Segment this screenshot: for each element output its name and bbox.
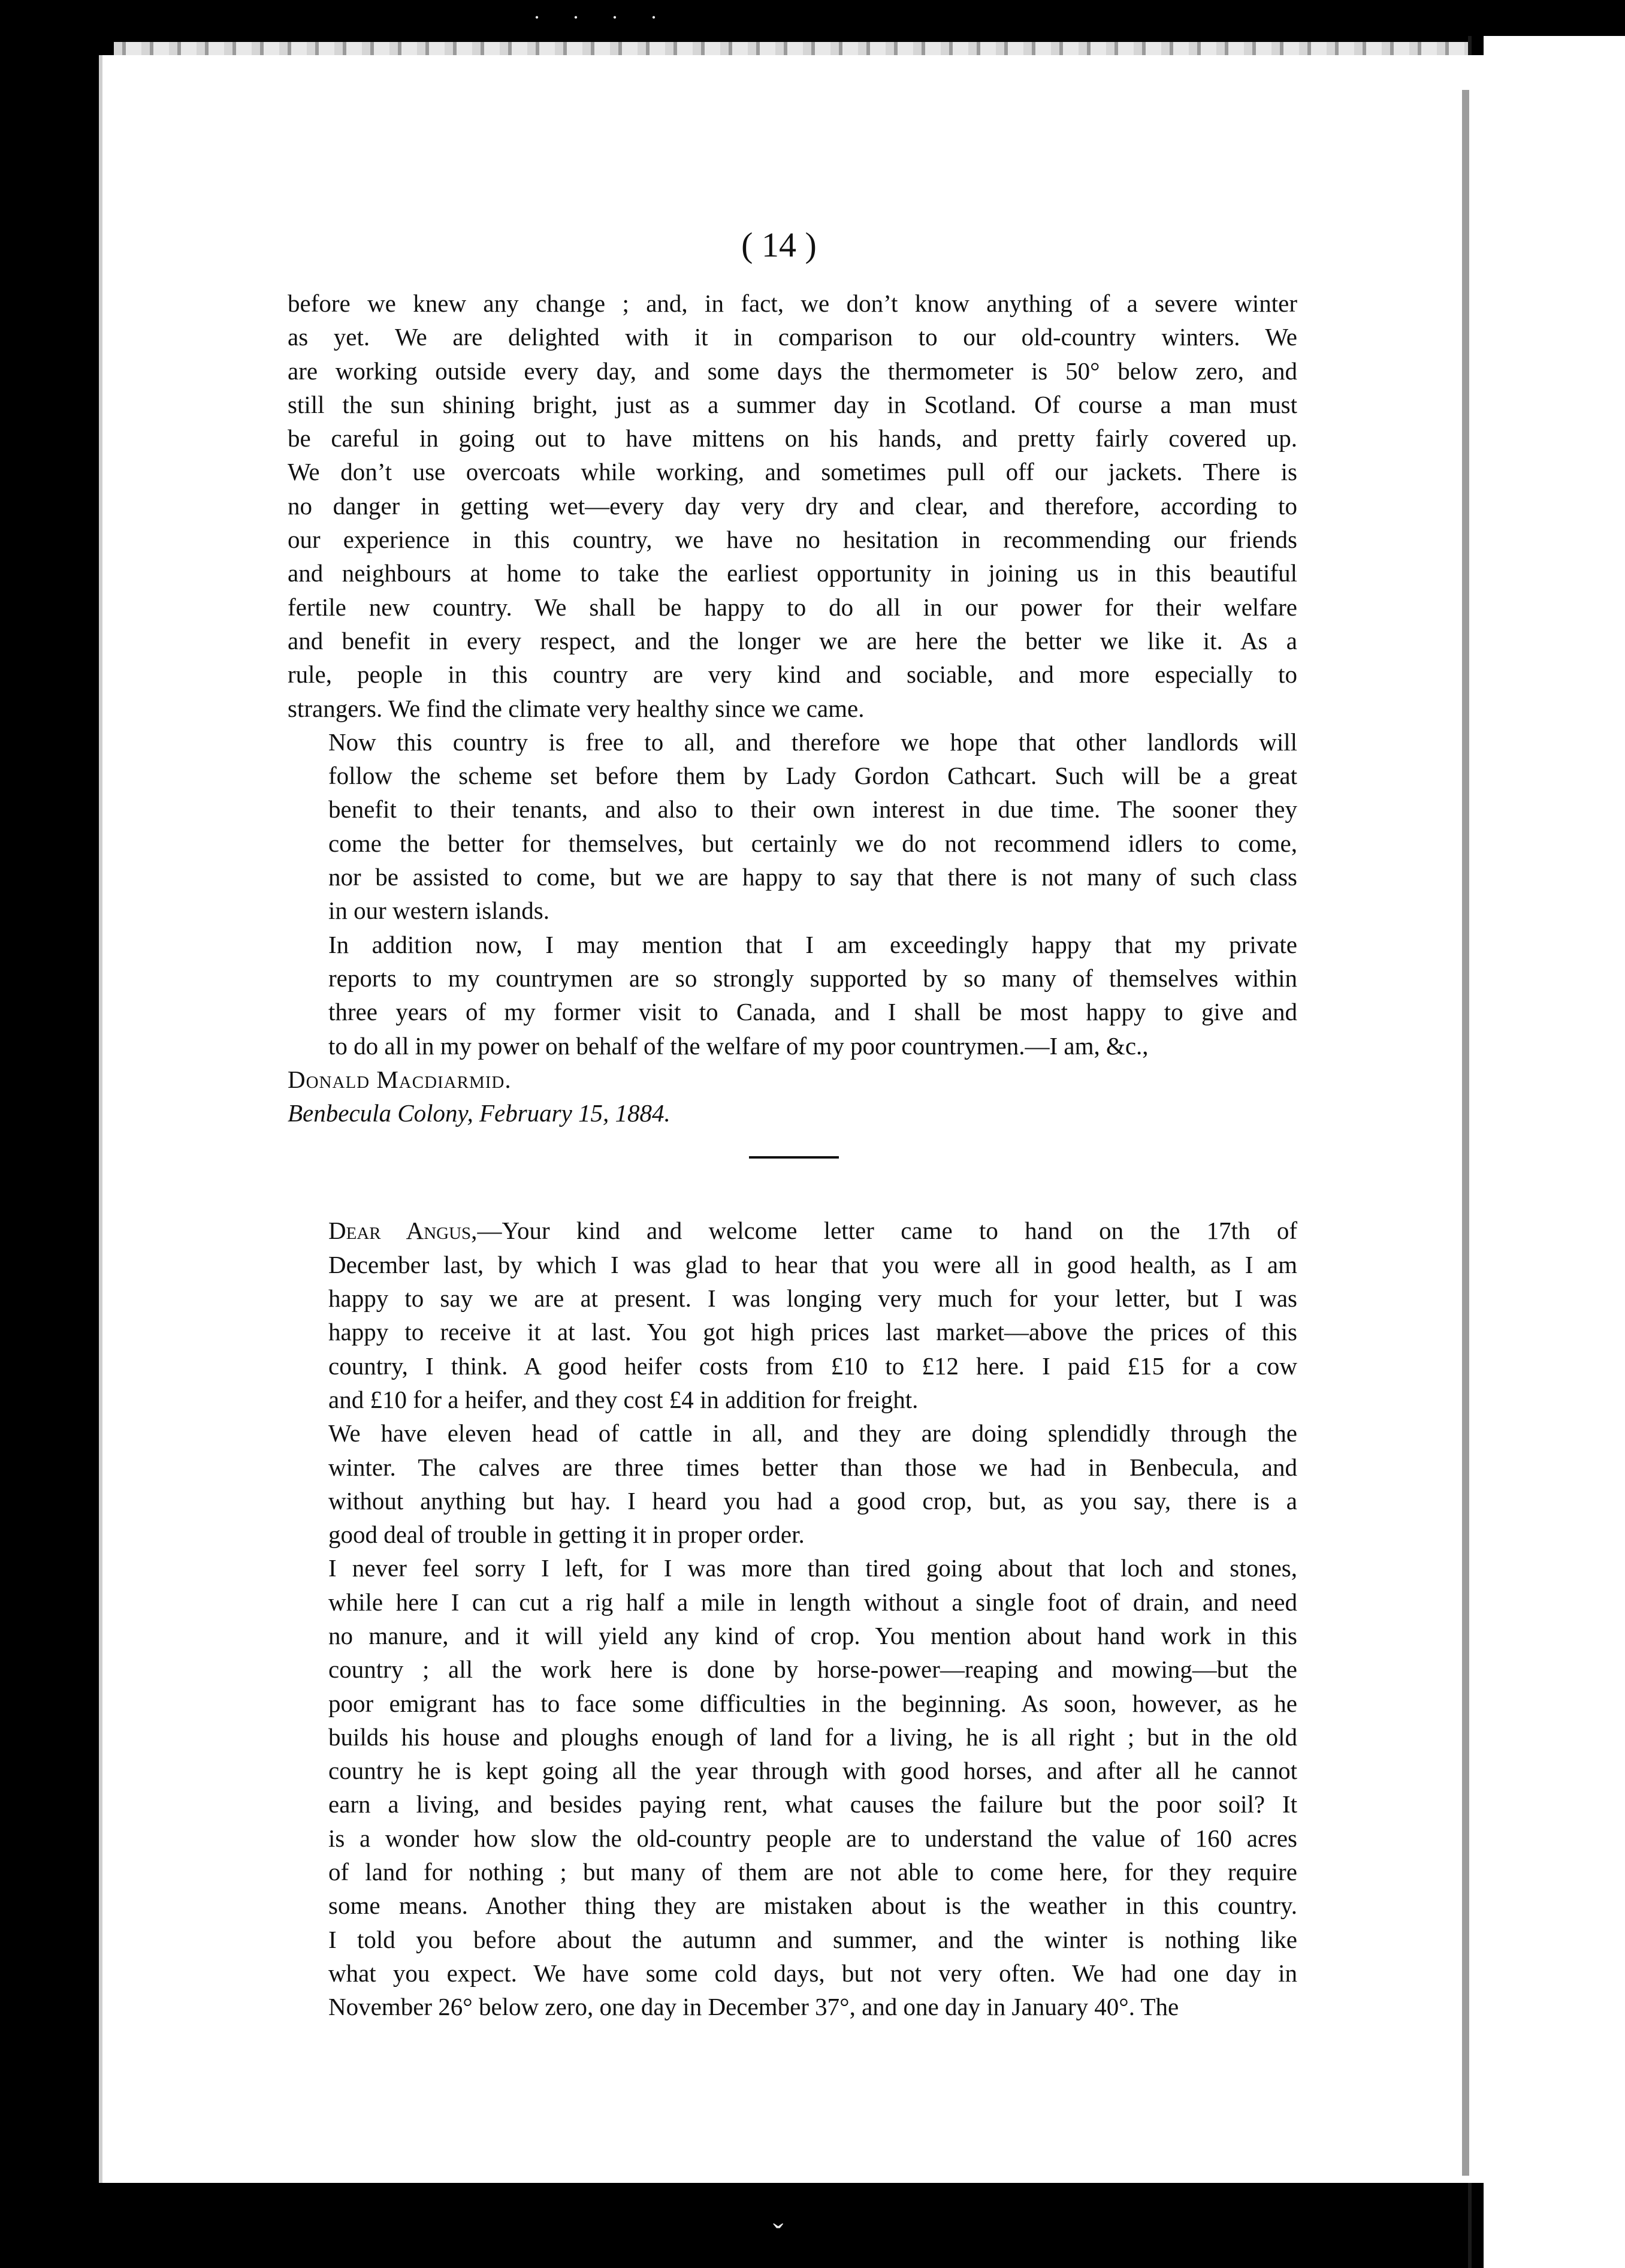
text-line: of land for nothing ; but many of them are not able to come here, for they require <box>328 1858 1297 1886</box>
text-line: come the better for themselves, but certainly we do not recommend idlers to come, <box>328 829 1297 857</box>
text-line: and neighbours at home to take the earliest opportunity in joining us in this beautiful <box>288 559 1297 587</box>
letter-dateline: Benbecula Colony, February 15, 1884. <box>288 1099 670 1127</box>
text-line: what you expect. We have some cold days, but not very often. We had one day in <box>328 1959 1297 1987</box>
text-line: is a wonder how slow the old-country people are to understand the value of 160 acres <box>328 1824 1297 1852</box>
text-line: are working outside every day, and some days the thermometer is 50° below zero, and <box>288 357 1297 385</box>
paragraph <box>288 1416 1297 1551</box>
text-line: rule, people in this country are very kind and sociable, and more especially to <box>288 661 1297 689</box>
text-line: country ; all the work here is done by horse-power—reaping and mowing—but the <box>328 1655 1297 1684</box>
text-line: be careful in going out to have mittens on his hands, and pretty fairly covered up. <box>288 424 1297 453</box>
text-line: and benefit in every respect, and the longer we are here the better we like it. As a <box>288 626 1297 655</box>
text-line: In addition now, I may mention that I am exceedingly happy that my private <box>328 930 1297 958</box>
text-line: no manure, and it will yield any kind of crop. You mention about hand work in this <box>328 1621 1297 1649</box>
text-line: as yet. We are delighted with it in comparison to our old-country winters. We <box>288 323 1297 351</box>
text-line <box>288 1214 1297 1247</box>
paragraph <box>288 1551 1297 2023</box>
page-gutter-shadow <box>1462 90 1469 2176</box>
text-line: I told you before about the autumn and summer, and the winter is nothing like <box>328 1925 1297 1953</box>
text-line: still the sun shining bright, just as a summer day in Scotland. Of course a man must <box>288 390 1297 418</box>
scan-speckles-top: · · · · <box>533 5 670 29</box>
page-text <box>288 286 1297 2024</box>
text-line: earn a living, and besides paying rent, what causes the failure but the poor soil? It <box>328 1790 1297 1818</box>
text-line-rest: —Your kind and welcome letter came to hand on the 17th of <box>477 1217 1297 1245</box>
text-line: follow the scheme set before them by Lady Gordon Cathcart. Such will be a great <box>328 762 1297 790</box>
page-number: ( 14 ) <box>741 225 817 264</box>
paragraph <box>288 928 1297 1063</box>
text-line: nor be assisted to come, but we are happy to say that there is not many of such class <box>328 863 1297 891</box>
text-line: I never feel sorry I left, for I was more than tired going about that loch and stones, <box>328 1554 1297 1582</box>
text-line: We have eleven head of cattle in all, and they are doing splendidly through the <box>328 1419 1297 1447</box>
text-line: country he is kept going all the year through with good horses, and after all he cannot <box>328 1757 1297 1785</box>
paragraph <box>288 286 1297 725</box>
scan-speckle-bottom: ˇ <box>773 2218 784 2252</box>
text-line: no danger in getting wet—every day very dry and clear, and therefore, according to <box>288 491 1297 520</box>
text-line: to do all in my power on behalf of the welfare of my poor countrymen.—I am, &c., <box>328 1032 1149 1060</box>
text-line: without anything but hay. I heard you had a good crop, but, as you say, there is a <box>328 1486 1297 1515</box>
text-line: fertile new country. We shall be happy to do all in our power for their welfare <box>288 593 1297 621</box>
text-line: good deal of trouble in getting it in proper order. <box>328 1521 805 1549</box>
letter-macdiarmid <box>288 286 1297 1063</box>
letter-dear-angus <box>288 1214 1297 2023</box>
text-line: happy to say we are at present. I was longing very much for your letter, but I was <box>328 1284 1297 1313</box>
text-line: November 26° below zero, one day in December 37°, and one day in January 40°. The <box>328 1993 1179 2021</box>
text-line: happy to receive it at last. You got high prices last market—above the prices of this <box>328 1318 1297 1346</box>
section-gap <box>288 1159 1297 1214</box>
text-line: some means. Another thing they are mistaken about is the weather in this country. <box>328 1892 1297 1920</box>
text-line: December last, by which I was glad to hear that you were all in good health, as I am <box>328 1250 1297 1278</box>
text-line: in our western islands. <box>328 897 549 925</box>
text-line: Now this country is free to all, and therefore we hope that other landlords will <box>328 728 1297 756</box>
text-line: our experience in this country, we have no hesitation in recommending our friends <box>288 526 1297 554</box>
letter-salutation: Dear Angus, <box>328 1217 478 1245</box>
paragraph <box>288 1214 1297 1416</box>
text-line: country, I think. A good heifer costs from £10 to £12 here. I paid £15 for a cow <box>328 1352 1297 1380</box>
text-line: and £10 for a heifer, and they cost £4 in addition for freight. <box>328 1385 919 1413</box>
text-line: three years of my former visit to Canada, and I shall be most happy to give and <box>328 998 1297 1026</box>
text-line: while here I can cut a rig half a mile in length without a single foot of drain, and need <box>328 1588 1297 1616</box>
text-line: strangers. We find the climate very healthy since we came. <box>288 694 865 722</box>
letter-signature: Donald Macdiarmid. <box>288 1065 512 1093</box>
text-line: poor emigrant has to face some difficulties in the beginning. As soon, however, as he <box>328 1689 1297 1717</box>
adjacent-page-strip <box>1484 36 1625 2268</box>
text-line: reports to my countrymen are so strongly supported by so many of themselves within <box>328 964 1297 992</box>
text-line: We don’t use overcoats while working, and sometimes pull off our jackets. There is <box>288 458 1297 486</box>
text-line: winter. The calves are three times better than those we had in Benbecula, and <box>328 1453 1297 1481</box>
text-line: benefit to their tenants, and also to their own interest in due time. The sooner they <box>328 795 1297 824</box>
text-line: builds his house and ploughs enough of land for a living, he is all right ; but in the old <box>328 1723 1297 1751</box>
text-line: before we knew any change ; and, in fact, we don’t know anything of a severe winter <box>288 289 1297 317</box>
paragraph <box>288 725 1297 928</box>
